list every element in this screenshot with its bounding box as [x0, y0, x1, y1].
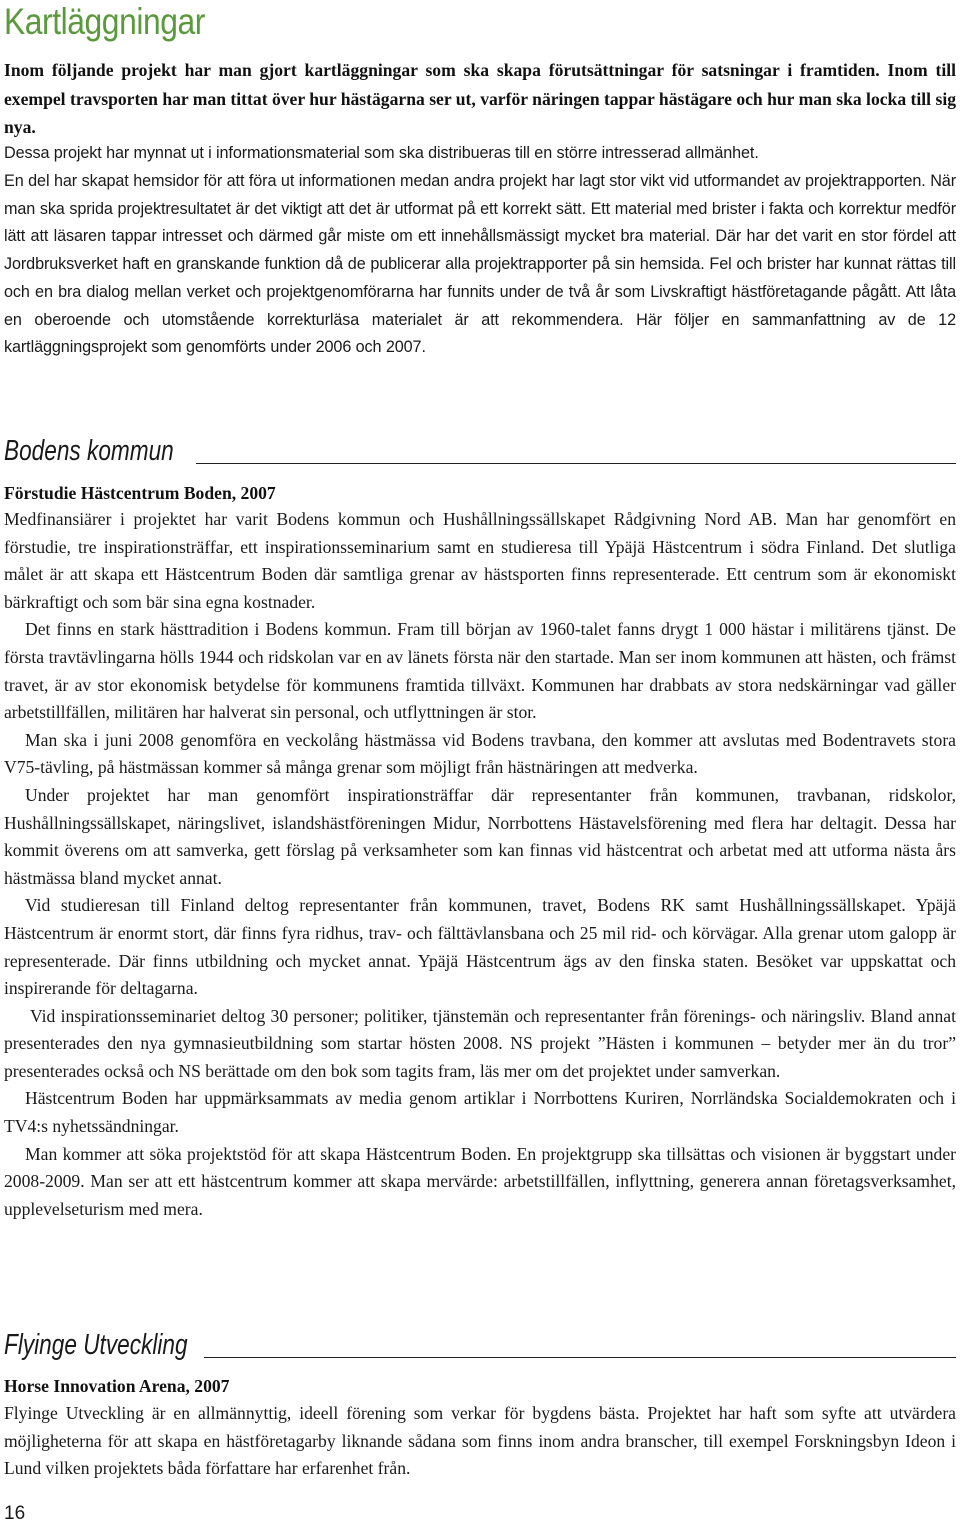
body-paragraph: Vid studieresan till Finland deltog representanter från kommunen, travet, Bodens RK samt Hushållningssällskapet. Ypäjä Hästcentrum är enormt stort, där finns fyra ridhus, trav- och fälttävlansbana och 25 mil rid- och körvägar. Alla grenar utom galopp är representerade. Där finns utbildning och mycket annat. Ypäjä Hästcentrum ägs av den finska staten. Besöket var uppskattat och inspirerande för deltagarna. [4, 895, 956, 999]
page-number: 16 [4, 1503, 26, 1524]
page-title: Kartläggningar [4, 1, 205, 42]
intro-paragraph-1: Dessa projekt har mynnat ut i informationsmaterial som ska distribueras till en större intresserad allmänhet. [4, 144, 759, 162]
section-heading-rule [204, 1357, 956, 1358]
section-heading-bodens [4, 432, 956, 468]
body-paragraph: Flyinge Utveckling är en allmännyttig, ideell förening som verkar för bygdens bästa. Projektet har haft som syfte att utvärdera möjligheterna för att skapa en hästföretagarby liknande sådana som finns inom andra branscher, till exempel Forskningsbyn Ideon i Lund vilken projektets båda författare har erfarenhet från. [4, 1403, 956, 1479]
intro-paragraph-2: En del har skapat hemsidor för att föra ut informationen medan andra projekt har lagt stor vikt vid utformandet av projektrapporten. När man ska sprida projektresultatet är det viktigt att det är utformat på ett korrekt sätt. Ett material med brister i fakta och korrektur medför lätt att läsaren tappar intresset och därmed går miste om ett innehållsmässigt mycket bra material. Där har det varit en stor fördel att Jordbruksverket haft en granskande funktion då de publicerar alla projektrapporter på sin hemsida. Fel och brister har kunnat rättas till och en bra dialog mellan verket och projektgenomförarna har funnits under de två år som Livskraftigt hästföretagande pågått. Att låta en oberoende och utomstående korrekturläsa materialet är att rekommendera. Här följer en sammanfattning av de 12 kartläggningsprojekt som genomförts under 2006 och 2007. [4, 172, 956, 357]
body-paragraph: Vid inspirationsseminariet deltog 30 personer; politiker, tjänstemän och representanter från förenings- och näringsliv. Bland annat presenterades den nya gymnasieutbildning som startar hösten 2008. NS projekt ”Hästen i kommunen – betyder mer än du tror” presenterades också och NS berättade om den bok som tagits fram, läs mer om det projektet under samverkan. [4, 1005, 956, 1081]
intro-bold-paragraph: Inom följande projekt har man gjort kartläggningar som ska skapa förutsättningar för satsningar i framtiden. Inom till exempel travsporten har man tittat över hur hästägarna ser ut, varför näringen tappar hästägare och hur man ska locka till sig nya. [4, 60, 956, 137]
body-paragraph: Det finns en stark hästtradition i Bodens kommun. Fram till början av 1960-talet fanns drygt 1 000 hästar i militärens tjänst. De första travtävlingarna hölls 1944 och ridskolan var en av länets första när den startade. Man ser inom kommunen att hästen, och främst travet, är av stor ekonomisk betydelse för kommunens framtida tillväxt. Kommunen har drabbats av stora nedskärningar vad gäller arbetstillfällen, militären har halverat sin personal, och utflyttningen är stor. [4, 619, 956, 723]
section-body-flyinge [4, 1400, 956, 1483]
section-heading-flyinge [4, 1326, 956, 1362]
project-title-flyinge: Horse Innovation Arena, 2007 [4, 1376, 230, 1396]
body-paragraph: Medfinansiärer i projektet har varit Bodens kommun och Hushållningssällskapet Rådgivning Nord AB. Man har genomfört en förstudie, tre inspirationsträffar, ett inspirationsseminarium samt en studieresa till Ypäjä Hästcentrum i södra Finland. Det slutliga målet är att skapa ett Hästcentrum Boden där samtliga grenar av hästsporten finns representerade. Ett centrum som är ekonomiskt bärkraftigt och som bär sina egna kostnader. [4, 509, 956, 612]
document-page [4, 0, 956, 1530]
project-title-boden: Förstudie Hästcentrum Boden, 2007 [4, 483, 276, 503]
body-paragraph: Man kommer att söka projektstöd för att skapa Hästcentrum Boden. En projektgrupp ska tillsättas och visionen är byggstart under 2008-2009. Man ser att ett hästcentrum kommer att skapa mervärde: arbetstillfällen, inflyttning, generera annan företagsverksamhet, upplevelseturism med mera. [4, 1143, 956, 1219]
section-heading-label: Bodens kommun [4, 435, 174, 467]
body-paragraph: Hästcentrum Boden har uppmärksammats av media genom artiklar i Norrbottens Kuriren, Norrländska Socialdemokraten och i TV4:s nyhetssändningar. [4, 1088, 956, 1137]
body-paragraph: Under projektet har man genomfört inspirationsträffar där representanter från kommunen, travbanan, ridskolor, Hushållningssällskapet, näringslivet, islandshästföreningen Midur, Norrbottens Hästavelsförening med flera har deltagit. Dessa har kommit överens om att samverka, gett förslag på verksamheter som kan finnas vid hästcentrat och arbetat med att utforma nästa års hästmässa bland mycket annat. [4, 784, 956, 888]
body-paragraph: Man ska i juni 2008 genomföra en veckolång hästmässa vid Bodens travbana, den kommer att avslutas med Bodentravets stora V75-tävling, på hästmässan kommer så många grenar som möjligt från hästnäringen att medverka. [4, 729, 956, 778]
section-heading-rule [196, 463, 956, 464]
section-heading-label: Flyinge Utveckling [4, 1329, 188, 1361]
section-body-bodens [4, 506, 956, 1223]
